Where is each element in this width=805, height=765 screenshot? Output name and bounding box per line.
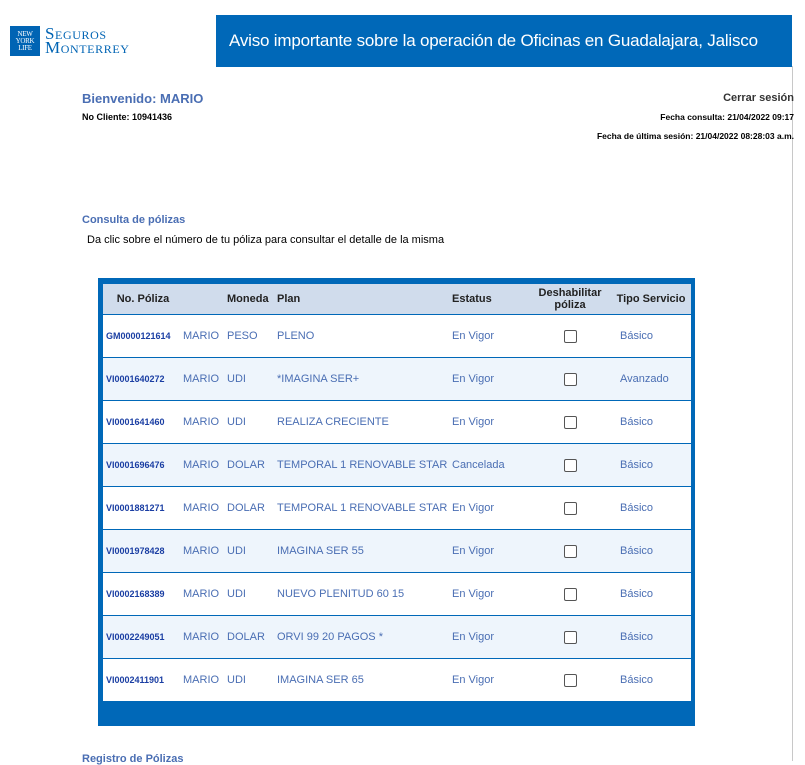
disable-policy-cell [529,459,611,472]
service-type: Básico [620,631,654,643]
table-row [103,573,691,616]
plan-name: *IMAGINA SER+ [277,373,360,385]
logo-line-2: YORK [15,36,35,45]
policy-status: En Vigor [452,545,494,557]
disable-policy-cell [529,373,611,386]
next-section-title: Registro de Pólizas [82,753,184,765]
insured-name: MARIO [183,459,220,471]
section-title: Consulta de pólizas [82,214,186,226]
table-row [103,659,691,701]
header-moneda: Moneda [227,293,269,305]
policies-table-body [103,284,691,701]
brand-name [45,24,130,57]
instructions-text: Da clic sobre el número de tu póliza para consultar el detalle de la misma [87,234,445,246]
service-type: Básico [620,459,654,471]
query-date: Fecha consulta: 21/04/2022 09:17 [660,112,794,122]
logo-line-3: LIFE [18,43,32,52]
policy-number-link[interactable]: VI0001978428 [106,546,165,556]
brand-line-2: Monterrey [45,38,130,57]
header-poliza: No. Póliza [116,293,170,305]
insured-name: MARIO [183,502,220,514]
table-row [103,530,691,573]
service-type: Básico [620,330,654,342]
policy-number-link[interactable]: VI0001881271 [106,503,165,513]
policy-number-link[interactable]: VI0001641460 [106,417,165,427]
service-type: Básico [620,502,654,514]
currency: PESO [227,330,258,342]
disable-policy-checkbox[interactable] [564,674,577,687]
policy-status: Cancelada [452,459,505,471]
insured-name: MARIO [183,631,220,643]
table-row [103,616,691,659]
service-type: Básico [620,674,654,686]
table-row [103,487,691,530]
policy-status: En Vigor [452,502,494,514]
disable-policy-checkbox[interactable] [564,330,577,343]
currency: UDI [227,373,246,385]
insured-name: MARIO [183,588,220,600]
disable-policy-checkbox[interactable] [564,588,577,601]
plan-name: TEMPORAL 1 RENOVABLE STAR [277,502,448,514]
logout-link[interactable]: Cerrar sesión [723,92,794,104]
table-header [103,284,691,315]
disable-policy-cell [529,330,611,343]
brand-line-1: Seguros [45,24,107,43]
table-row [103,444,691,487]
insured-name: MARIO [183,545,220,557]
policy-status: En Vigor [452,588,494,600]
policy-number-link[interactable]: GM0000121614 [106,331,171,341]
plan-name: TEMPORAL 1 RENOVABLE STAR [277,459,448,471]
currency: UDI [227,674,246,686]
table-row [103,358,691,401]
client-number: No Cliente: 10941436 [82,112,173,122]
plan-name: ORVI 99 20 PAGOS * [277,631,383,643]
policy-number-link[interactable]: VI0002411901 [106,675,165,685]
policy-number-link[interactable]: VI0002249051 [106,632,165,642]
disable-policy-cell [529,416,611,429]
disable-policy-checkbox[interactable] [564,416,577,429]
disable-policy-cell [529,631,611,644]
plan-name: IMAGINA SER 55 [277,545,364,557]
currency: UDI [227,588,246,600]
disable-policy-checkbox[interactable] [564,545,577,558]
disable-policy-cell [529,502,611,515]
disable-policy-checkbox[interactable] [564,631,577,644]
new-york-life-logo-icon [10,26,40,56]
disable-policy-cell [529,674,611,687]
insured-name: MARIO [183,416,220,428]
disable-policy-checkbox[interactable] [564,373,577,386]
table-row [103,315,691,358]
logo-line-1: NEW [17,29,33,38]
page-divider [792,66,793,761]
policy-status: En Vigor [452,631,494,643]
header-deshabilitar: Deshabilitar póliza [538,287,602,311]
currency: DOLAR [227,631,265,643]
insured-name: MARIO [183,330,220,342]
plan-name: IMAGINA SER 65 [277,674,364,686]
policies-table [98,278,695,726]
currency: UDI [227,545,246,557]
disable-policy-checkbox[interactable] [564,502,577,515]
policy-status: En Vigor [452,330,494,342]
seguros-monterrey-logo[interactable] [10,26,130,56]
table-row [103,401,691,444]
insured-name: MARIO [183,373,220,385]
policy-number-link[interactable]: VI0002168389 [106,589,165,599]
service-type: Básico [620,545,654,557]
header-tipo-servicio: Tipo Servicio [616,293,686,305]
insured-name: MARIO [183,674,220,686]
disable-policy-cell [529,588,611,601]
header-plan: Plan [277,293,301,305]
plan-name: NUEVO PLENITUD 60 15 [277,588,405,600]
plan-name: REALIZA CRECIENTE [277,416,389,428]
welcome-text: Bienvenido: MARIO [82,91,204,106]
disable-policy-checkbox[interactable] [564,459,577,472]
policy-number-link[interactable]: VI0001696476 [106,460,165,470]
disable-policy-cell [529,545,611,558]
header-estatus: Estatus [452,293,492,305]
service-type: Básico [620,588,654,600]
policy-number-link[interactable]: VI0001640272 [106,374,165,384]
plan-name: PLENO [277,330,315,342]
notice-banner-text: Aviso importante sobre la operación de Oficinas en Guadalajara, Jalisco [229,31,758,50]
currency: DOLAR [227,502,265,514]
service-type: Básico [620,416,654,428]
policy-status: En Vigor [452,373,494,385]
notice-banner[interactable] [216,15,792,67]
currency: DOLAR [227,459,265,471]
policy-status: En Vigor [452,416,494,428]
policy-status: En Vigor [452,674,494,686]
last-session-date: Fecha de última sesión: 21/04/2022 08:28:03 a.m. [596,131,794,141]
currency: UDI [227,416,246,428]
service-type: Avanzado [620,373,669,385]
